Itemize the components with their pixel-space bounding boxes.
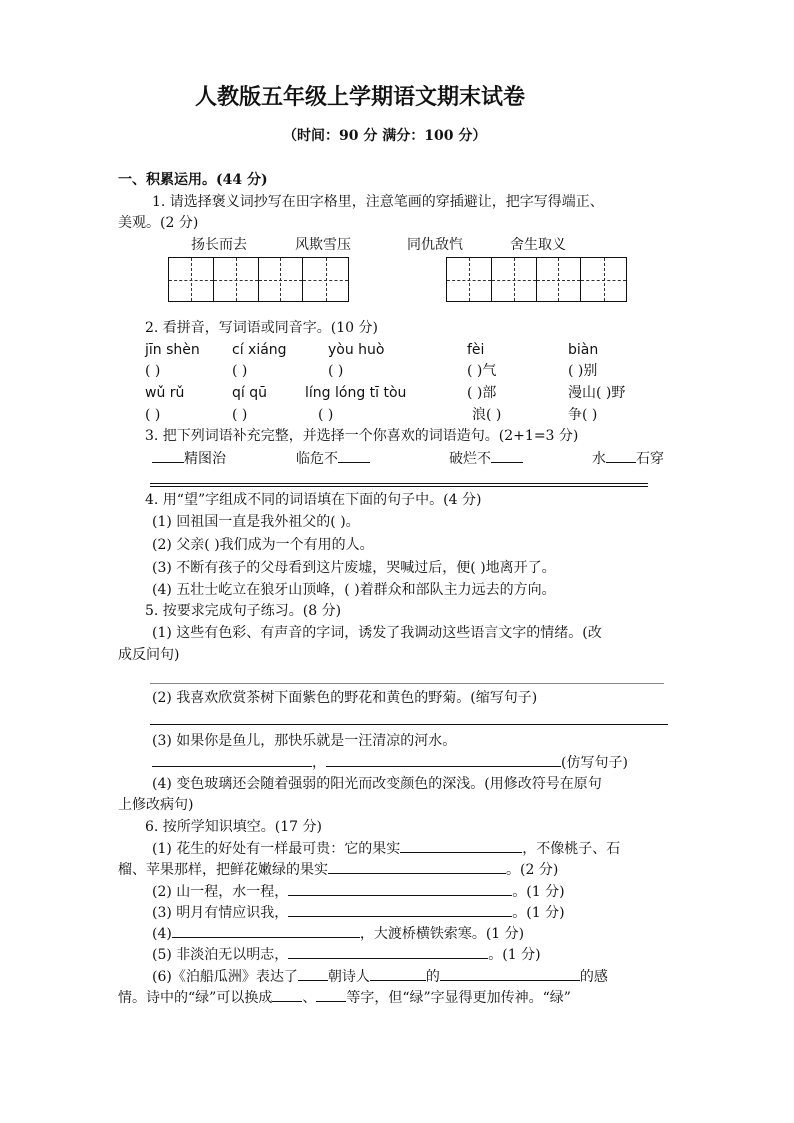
fill-blank[interactable] <box>152 448 184 463</box>
q2-prompt: 2. 看拼音，写词语或同音字。(10 分) <box>145 320 378 336</box>
q4-sentence: (4) 五壮士屹立在狼牙山顶峰，( )着群众和部队主力远去的方向。 <box>152 582 556 598</box>
idiom-item <box>296 448 370 469</box>
q4-sentence: (1) 回祖国一直是我外祖父的( )。 <box>152 514 360 530</box>
idiom-text: 石穿 <box>636 451 664 467</box>
q6-text: 的 <box>425 969 440 985</box>
q6-text: 等字，但“绿”字显得更加传神。“绿” <box>346 990 571 1006</box>
q6-line <box>118 859 558 880</box>
tianzige-grid-left[interactable] <box>168 257 349 302</box>
q6-line <box>152 902 565 923</box>
q5-sentence: (2) 我喜欢欣赏茶树下面紫色的野花和黄色的野菊。(缩写句子) <box>152 690 538 706</box>
answer-blank[interactable]: 浪( ) <box>472 407 502 423</box>
grid-cell[interactable] <box>169 258 214 301</box>
q4-prompt: 4. 用“望”字组成不同的词语填在下面的句子中。(4 分) <box>145 492 482 508</box>
grid-cell[interactable] <box>447 258 492 301</box>
q3-prompt: 3. 把下列词语补充完整，并选择一个你喜欢的词语造句。(2+1=3 分) <box>145 428 579 444</box>
pinyin: wǔ rǔ <box>145 385 185 401</box>
answer-blank[interactable]: ( ) <box>145 363 161 379</box>
fill-blank[interactable] <box>288 944 488 959</box>
q6-text: ，不像桃子、石 <box>522 841 621 857</box>
q6-prompt: 6. 按所学知识填空。(17 分) <box>145 819 322 835</box>
answer-line[interactable] <box>150 683 664 684</box>
idiom-text: 水 <box>592 451 606 467</box>
pinyin: biàn <box>568 342 599 358</box>
q6-text: ，大渡桥横铁索寒。(1 分) <box>359 926 525 942</box>
grid-cell[interactable] <box>303 258 348 301</box>
fill-blank[interactable] <box>370 966 426 981</box>
q5-sentence-cont: 成反问句) <box>118 647 180 663</box>
q6-text: 、 <box>302 990 317 1006</box>
idiom-text: 临危不 <box>296 451 338 467</box>
q6-line <box>152 944 541 965</box>
q6-text: 。(1 分) <box>512 884 565 900</box>
pinyin: cí xiáng <box>232 342 287 358</box>
q6-line <box>152 966 608 987</box>
idiom-item <box>592 448 664 469</box>
word-option: 扬长而去 <box>191 237 247 253</box>
q6-text: 。(1 分) <box>488 947 541 963</box>
answer-line[interactable] <box>150 486 648 487</box>
q6-text: (1) 花生的好处有一样最可贵：它的果实 <box>152 841 401 857</box>
fill-blank[interactable] <box>606 448 636 463</box>
grid-cell[interactable] <box>214 258 259 301</box>
fill-blank[interactable] <box>152 752 312 767</box>
answer-blank[interactable]: 争( ) <box>568 407 598 423</box>
q5-sentence-cont: 上修改病句) <box>118 797 194 813</box>
page-title: 人教版五年级上学期语文期末试卷 <box>195 85 526 110</box>
grid-cell[interactable] <box>581 258 626 301</box>
tianzige-grid-right[interactable] <box>446 257 627 302</box>
fill-blank[interactable] <box>298 966 328 981</box>
answer-blank[interactable]: ( ) <box>232 363 248 379</box>
answer-blank[interactable]: ( )气 <box>467 363 497 379</box>
pinyin: jīn shèn <box>145 342 200 358</box>
fill-blank[interactable] <box>400 838 522 853</box>
q6-text: (5) 非淡泊无以明志， <box>152 947 289 963</box>
answer-blank[interactable]: ( ) <box>145 407 161 423</box>
word-option: 舍生取义 <box>510 237 566 253</box>
fill-blank[interactable] <box>326 752 561 767</box>
fill-blank[interactable] <box>288 902 512 917</box>
q6-line <box>152 881 565 902</box>
fill-blank[interactable] <box>316 987 346 1002</box>
word-option: 同仇敌忾 <box>407 237 463 253</box>
q1-prompt: 1. 请选择褒义词抄写在田字格里，注意笔画的穿插避让，把字写得端正、 <box>152 194 604 210</box>
q6-text: 的感 <box>579 969 608 985</box>
answer-blank[interactable]: ( ) <box>318 407 334 423</box>
q6-text: (4) <box>152 926 172 942</box>
answer-blank[interactable]: ( ) <box>328 363 344 379</box>
answer-blank[interactable]: ( ) <box>232 407 248 423</box>
fill-blank[interactable] <box>328 859 506 874</box>
fill-blank[interactable] <box>172 923 360 938</box>
grid-cell[interactable] <box>492 258 537 301</box>
grid-cell[interactable] <box>259 258 304 301</box>
section-heading: 一、积累运用。(44 分) <box>118 172 268 188</box>
pinyin: yòu huò <box>328 342 385 358</box>
q4-sentence: (2) 父亲( )我们成为一个有用的人。 <box>152 537 374 553</box>
answer-line[interactable] <box>150 724 668 725</box>
q5-sentence: (1) 这些有色彩、有声音的字词，诱发了我调动这些语言文字的情绪。(改 <box>152 625 602 641</box>
grid-cell[interactable] <box>537 258 582 301</box>
fill-blank[interactable] <box>288 881 512 896</box>
q6-text: 榴、苹果那样，把鲜花嫩绿的果实 <box>118 862 328 878</box>
q6-text: 。(2 分) <box>506 862 559 878</box>
q6-text: 。(1 分) <box>512 905 565 921</box>
q5-sentence: (3) 如果你是鱼儿，那快乐就是一汪清凉的河水。 <box>152 733 457 749</box>
answer-blank[interactable]: 漫山( )野 <box>568 385 626 401</box>
q6-line <box>152 838 620 859</box>
word-option: 风欺雪压 <box>295 237 351 253</box>
pinyin: líng lóng tī tòu <box>305 385 407 401</box>
fill-blank[interactable] <box>440 966 580 981</box>
fill-blank[interactable] <box>338 448 370 463</box>
fill-blank[interactable] <box>272 987 302 1002</box>
q5-prompt: 5. 按要求完成句子练习。(8 分) <box>145 603 342 619</box>
q6-line <box>152 923 524 944</box>
q5-imitation: ， (仿写句子) <box>152 752 628 773</box>
idiom-text: 破烂不 <box>449 451 491 467</box>
q6-text: (2) 山一程，水一程， <box>152 884 289 900</box>
q5-sentence: (4) 变色玻璃还会随着强弱的阳光而改变颜色的深浅。(用修改符号在原句 <box>152 776 602 792</box>
q6-text: (6)《泊船瓜洲》表达了 <box>152 969 298 985</box>
q6-text: 朝诗人 <box>327 969 370 985</box>
q6-line <box>118 987 571 1008</box>
idiom-item <box>152 448 226 469</box>
exam-info: （时间：90 分 满分：100 分） <box>283 128 487 144</box>
q4-sentence: (3) 不断有孩子的父母看到这片废墟，哭喊过后，便( )地离开了。 <box>152 560 556 576</box>
idiom-item <box>449 448 523 469</box>
answer-line[interactable] <box>150 483 648 484</box>
pinyin: fèi <box>467 342 485 358</box>
q6-text: 情。诗中的“绿”可以换成 <box>118 990 273 1006</box>
q6-text: (3) 明月有情应识我， <box>152 905 289 921</box>
idiom-text: 精图治 <box>184 451 226 467</box>
q5-note: (仿写句子) <box>561 755 628 771</box>
q1-prompt-cont: 美观。(2 分) <box>118 215 199 231</box>
pinyin: qí qū <box>232 385 267 401</box>
answer-blank[interactable]: ( )别 <box>568 363 598 379</box>
answer-blank[interactable]: ( )部 <box>467 385 497 401</box>
fill-blank[interactable] <box>491 448 523 463</box>
